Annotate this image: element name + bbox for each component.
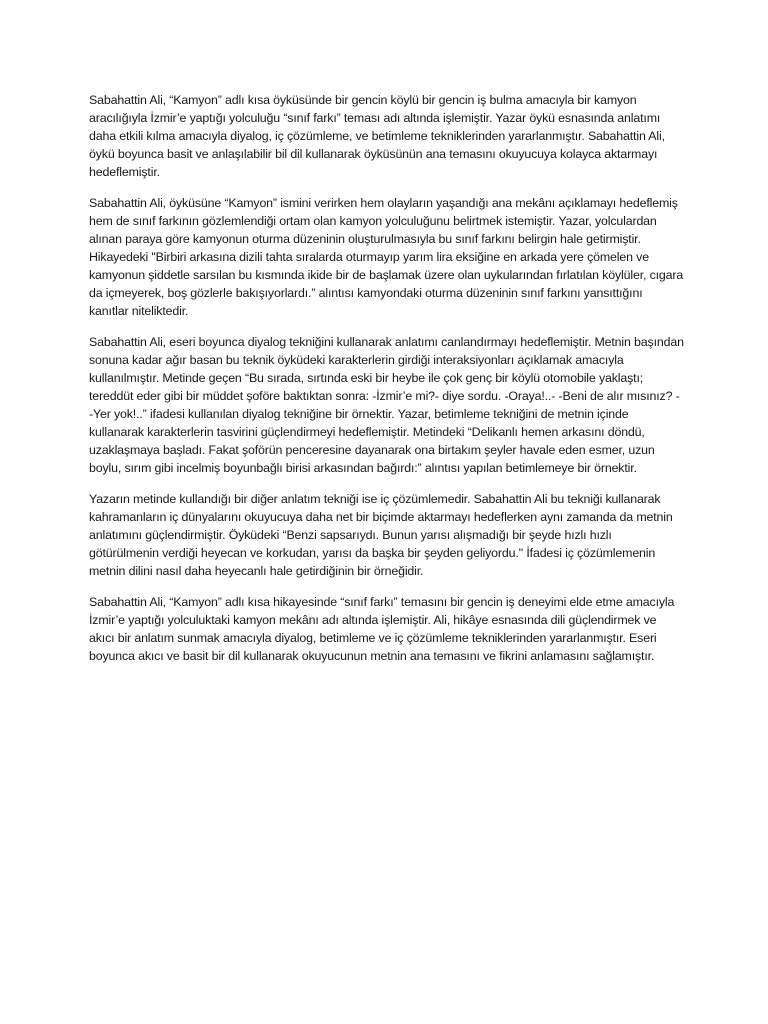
document-body — [89, 91, 684, 678]
paragraph-3: Sabahattin Ali, eseri boyunca diyalog tekniğini kullanarak anlatımı canlandırmayı hedeflemiştir. Metnin başından sonuna kadar ağır basan bu teknik öyküdeki karakterlerin girdiği interaksiyonları açıklamak amacıyla kullanılmıştır. Metinde geçen “Bu sırada, sırtında eski bir heybe ile çok genç bir köylü otomobile yaklaştı; tereddüt eder gibi bir müddet şoföre baktıktan sonra: -İzmir’e mi?- diye sordu. -Oraya!..- -Beni de alır mısınız? - -Yer yok!..” ifadesi kullanılan diyalog tekniğine bir örnektir. Yazar, betimleme tekniğini de metnin içinde kullanarak karakterlerin tasvirini güçlendirmeyi hedeflemiştir. Metindeki “Delikanlı hemen arkasını döndü, uzaklaşmaya başladı. Fakat şoförün penceresine dayanarak ona birtakım şeyler havale eden esmer, uzun boylu, sırım gibi incelmiş boyunbağlı birisi arkasından bağırdı:” alıntısı yapılan betimlemeye bir örnektir. — [89, 335, 684, 475]
paragraph-4: Yazarın metinde kullandığı bir diğer anlatım tekniği ise iç çözümlemedir. Sabahattin Ali bu tekniği kullanarak kahramanların iç dünyalarını okuyucuya daha net bir biçimde aktarmayı hedeflerken aynı zamanda da metnin anlatımını güçlendirmiştir. Öyküdeki “Benzi sapsarıydı. Bunun yarısı alışmadığı bir şeyde hızlı hızlı götürülmenin verdiği heyecan ve korkudan, yarısı da başka bir şeyden geliyordu.'' İfadesi iç çözümlemenin metnin dilini nasıl daha heyecanlı hale getirdiğinin bir örneğidir. — [89, 492, 673, 578]
paragraph-2: Sabahattin Ali, öyküsüne “Kamyon” ismini verirken hem olayların yaşandığı ana mekânı açıklamayı hedeflemiş hem de sınıf farkının gözlemlendiği ortam olan kamyon yolculuğunu belirtmek istemiştir. Yazar, yolculardan alınan paraya göre kamyonun oturma düzeninin oluşturulmasıyla bu sınıf farkını belirgin hale getirmiştir. Hikayedeki "Birbiri arkasına dizili tahta sıralarda oturmayıp yarım lira eksiğine en arkada yere çömelen ve kamyonun şiddetle sarsılan bu kısmında ikide bir de başlamak üzere olan uykularından fırlatılan köylüler, cıgara da içmeyerek, boş gözlerle bakışıyorlardı.” alıntısı kamyondaki oturma düzeninin sınıf farkını yansıttığını kanıtlar niteliktedir. — [89, 196, 684, 318]
paragraph-1: Sabahattin Ali, “Kamyon” adlı kısa öyküsünde bir gencin köylü bir gencin iş bulma amacıyla bir kamyon aracılığıyla İzmir’e yaptığı yolculuğu “sınıf farkı” teması adı altında işlemiştir. Yazar öykü esnasında anlatımı daha etkili kılma amacıyla diyalog, iç çözümleme, ve betimleme tekniklerinden yararlanmıştır. Sabahattin Ali, öykü boyunca basit ve anlaşılabilir bil dil kullanarak öyküsünün ana temasını okuyucuya kolayca aktarmayı hedeflemiştir. — [89, 93, 665, 179]
paragraph-5: Sabahattin Ali, “Kamyon” adlı kısa hikayesinde “sınıf farkı” temasını bir gencin iş deneyimi elde etme amacıyla İzmir’e yaptığı yolculuktaki kamyon mekânı adı altında işlemiştir. Ali, hikâye esnasında dili güçlendirmek ve akıcı bir anlatım sunmak amacıyla diyalog, betimleme ve iç çözümleme tekniklerinden yararlanmıştır. Eseri boyunca akıcı ve basit bir dil kullanarak okuyucunun metnin ana temasını ve fikrini anlamasını sağlamıştır. — [89, 595, 675, 663]
